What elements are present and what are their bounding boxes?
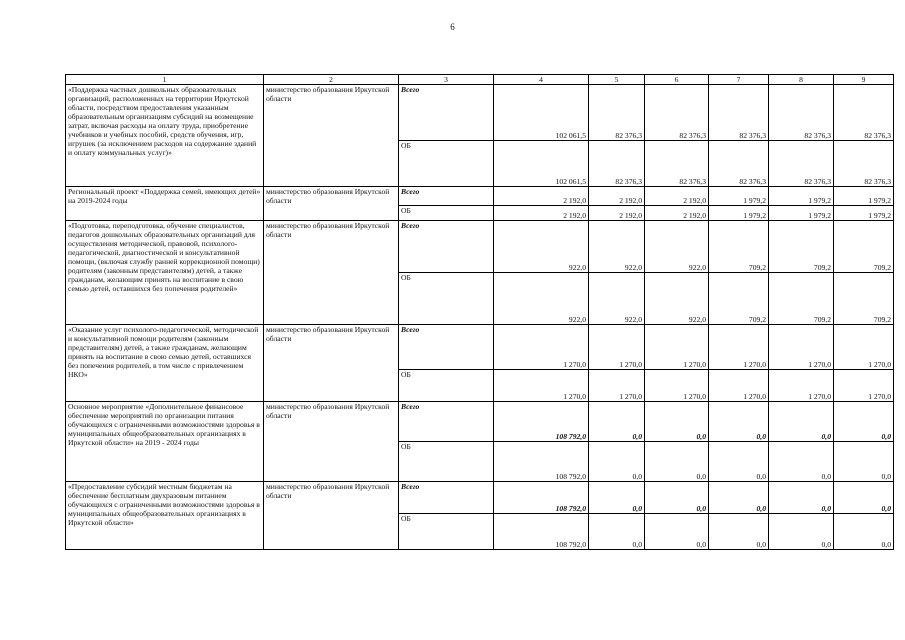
amount-cell: 709,2 bbox=[834, 221, 894, 273]
header-cell: 2 bbox=[264, 75, 399, 85]
amount-cell: 0,0 bbox=[645, 514, 709, 550]
amount-cell: 1 270,0 bbox=[769, 325, 834, 370]
amount-cell: 922,0 bbox=[494, 221, 589, 273]
amount-cell: 922,0 bbox=[645, 221, 709, 273]
amount-cell: 2 192,0 bbox=[589, 187, 645, 206]
amount-cell: 82 376,3 bbox=[769, 85, 834, 141]
amount-cell: 2 192,0 bbox=[494, 187, 589, 206]
amount-cell: 709,2 bbox=[769, 273, 834, 325]
responsible-org: министерство образования Иркутской области bbox=[264, 221, 399, 325]
responsible-org: министерство образования Иркутской области bbox=[264, 482, 399, 550]
amount-cell: 2 192,0 bbox=[589, 206, 645, 221]
amount-cell: 0,0 bbox=[834, 514, 894, 550]
amount-cell: 0,0 bbox=[709, 402, 769, 442]
responsible-org: министерство образования Иркутской области bbox=[264, 402, 399, 482]
funding-source: ОБ bbox=[399, 206, 494, 221]
amount-cell: 82 376,3 bbox=[769, 141, 834, 187]
amount-cell: 1 979,2 bbox=[709, 187, 769, 206]
amount-cell: 709,2 bbox=[709, 221, 769, 273]
amount-cell: 0,0 bbox=[769, 482, 834, 514]
funding-source: ОБ bbox=[399, 141, 494, 187]
amount-cell: 0,0 bbox=[589, 442, 645, 482]
amount-cell: 1 270,0 bbox=[709, 370, 769, 402]
header-row bbox=[66, 75, 894, 85]
header-cell: 8 bbox=[769, 75, 834, 85]
table-body bbox=[66, 75, 894, 550]
amount-cell: 108 792,0 bbox=[494, 402, 589, 442]
amount-cell: 108 792,0 bbox=[494, 482, 589, 514]
amount-cell: 0,0 bbox=[834, 482, 894, 514]
amount-cell: 1 979,2 bbox=[709, 206, 769, 221]
amount-cell: 0,0 bbox=[645, 402, 709, 442]
amount-cell: 102 061,5 bbox=[494, 85, 589, 141]
amount-cell: 108 792,0 bbox=[494, 514, 589, 550]
amount-cell: 1 270,0 bbox=[709, 325, 769, 370]
funding-source: Всего bbox=[399, 482, 494, 514]
header-cell: 1 bbox=[66, 75, 264, 85]
amount-cell: 2 192,0 bbox=[645, 187, 709, 206]
funding-source: Всего bbox=[399, 85, 494, 141]
table-row bbox=[66, 187, 894, 206]
page-number: 6 bbox=[450, 22, 455, 32]
amount-cell: 0,0 bbox=[769, 442, 834, 482]
table-row bbox=[66, 482, 894, 514]
responsible-org: министерство образования Иркутской области bbox=[264, 187, 399, 221]
amount-cell: 108 792,0 bbox=[494, 442, 589, 482]
amount-cell: 82 376,3 bbox=[709, 85, 769, 141]
amount-cell: 0,0 bbox=[589, 402, 645, 442]
amount-cell: 0,0 bbox=[589, 482, 645, 514]
amount-cell: 82 376,3 bbox=[834, 141, 894, 187]
table-row bbox=[66, 221, 894, 273]
amount-cell: 1 270,0 bbox=[589, 370, 645, 402]
amount-cell: 82 376,3 bbox=[589, 141, 645, 187]
amount-cell: 709,2 bbox=[769, 221, 834, 273]
measure-name: «Поддержка частных дошкольных образовательных организаций, расположенных на территории Иркутской области, посредством предоставления указанным образовательным организациям субсидий на возмещение затрат, включая расходы на оплату труда, приобретение учебников и учебных пособий, средств обучения, игр, игрушек (за исключением расходов на содержание зданий и оплату коммунальных услуг)» bbox=[66, 85, 264, 187]
funding-source: Всего bbox=[399, 325, 494, 370]
amount-cell: 709,2 bbox=[709, 273, 769, 325]
amount-cell: 0,0 bbox=[589, 514, 645, 550]
funding-source: Всего bbox=[399, 402, 494, 442]
amount-cell: 922,0 bbox=[589, 273, 645, 325]
amount-cell: 1 270,0 bbox=[645, 370, 709, 402]
header-cell: 6 bbox=[645, 75, 709, 85]
amount-cell: 82 376,3 bbox=[709, 141, 769, 187]
amount-cell: 0,0 bbox=[645, 442, 709, 482]
amount-cell: 1 979,2 bbox=[834, 206, 894, 221]
funding-source: ОБ bbox=[399, 370, 494, 402]
header-cell: 9 bbox=[834, 75, 894, 85]
amount-cell: 922,0 bbox=[589, 221, 645, 273]
measure-name: Основное мероприятие «Дополнительное финансовое обеспечение мероприятий по организации питания обучающихся с ограниченными возможностями здоровья в муниципальных общеобразовательных организациях в Иркутской области» на 2019 - 2024 годы bbox=[66, 402, 264, 482]
responsible-org: министерство образования Иркутской области bbox=[264, 325, 399, 402]
amount-cell: 709,2 bbox=[834, 273, 894, 325]
measure-name: «Предоставление субсидий местным бюджетам на обеспечение бесплатным двухразовым питанием обучающихся с ограниченными возможностями здоровья в муниципальных общеобразовательных организациях в Иркутской области» bbox=[66, 482, 264, 550]
amount-cell: 922,0 bbox=[494, 273, 589, 325]
amount-cell: 1 270,0 bbox=[589, 325, 645, 370]
funding-source: Всего bbox=[399, 221, 494, 273]
amount-cell: 82 376,3 bbox=[589, 85, 645, 141]
amount-cell: 0,0 bbox=[769, 514, 834, 550]
amount-cell: 1 270,0 bbox=[494, 370, 589, 402]
amount-cell: 1 979,2 bbox=[769, 187, 834, 206]
amount-cell: 0,0 bbox=[709, 482, 769, 514]
measure-name: «Оказание услуг психолого-педагогической, методической и консультативной помощи родителям (законным представителям) детей, а также гражданам, желающим принять на воспитание в свою семью детей, оставшихся без попечения родителей, в том числе с привлечением НКО» bbox=[66, 325, 264, 402]
amount-cell: 922,0 bbox=[645, 273, 709, 325]
amount-cell: 0,0 bbox=[709, 442, 769, 482]
amount-cell: 0,0 bbox=[834, 442, 894, 482]
responsible-org: министерство образования Иркутской области bbox=[264, 85, 399, 187]
amount-cell: 102 061,5 bbox=[494, 141, 589, 187]
amount-cell: 1 270,0 bbox=[834, 325, 894, 370]
amount-cell: 0,0 bbox=[709, 514, 769, 550]
amount-cell: 2 192,0 bbox=[645, 206, 709, 221]
amount-cell: 0,0 bbox=[769, 402, 834, 442]
amount-cell: 1 270,0 bbox=[645, 325, 709, 370]
amount-cell: 0,0 bbox=[834, 402, 894, 442]
amount-cell: 82 376,3 bbox=[645, 85, 709, 141]
table-row bbox=[66, 325, 894, 370]
amount-cell: 82 376,3 bbox=[834, 85, 894, 141]
amount-cell: 0,0 bbox=[645, 482, 709, 514]
amount-cell: 1 270,0 bbox=[834, 370, 894, 402]
table-row bbox=[66, 85, 894, 141]
amount-cell: 1 979,2 bbox=[834, 187, 894, 206]
funding-source: ОБ bbox=[399, 273, 494, 325]
amount-cell: 1 270,0 bbox=[769, 370, 834, 402]
funding-source: ОБ bbox=[399, 514, 494, 550]
measure-name: «Подготовка, переподготовка, обучение специалистов, педагогов дошкольных образовательных организаций для осуществления методической, правовой, психолого-педагогической, диагностической и консультативной помощи, (включая службу ранней коррекционной помощи) родителям (законным представителям) детей, а также гражданам, желающим принять на воспитание в свою семью детей, оставшихся без попечения родителей» bbox=[66, 221, 264, 325]
amount-cell: 2 192,0 bbox=[494, 206, 589, 221]
header-cell: 4 bbox=[494, 75, 589, 85]
header-cell: 7 bbox=[709, 75, 769, 85]
budget-table bbox=[65, 74, 894, 550]
header-cell: 5 bbox=[589, 75, 645, 85]
funding-source: Всего bbox=[399, 187, 494, 206]
measure-name: Региональный проект «Поддержка семей, имеющих детей» на 2019-2024 годы bbox=[66, 187, 264, 221]
amount-cell: 1 979,2 bbox=[769, 206, 834, 221]
table-row bbox=[66, 402, 894, 442]
funding-source: ОБ bbox=[399, 442, 494, 482]
amount-cell: 1 270,0 bbox=[494, 325, 589, 370]
amount-cell: 82 376,3 bbox=[645, 141, 709, 187]
header-cell: 3 bbox=[399, 75, 494, 85]
